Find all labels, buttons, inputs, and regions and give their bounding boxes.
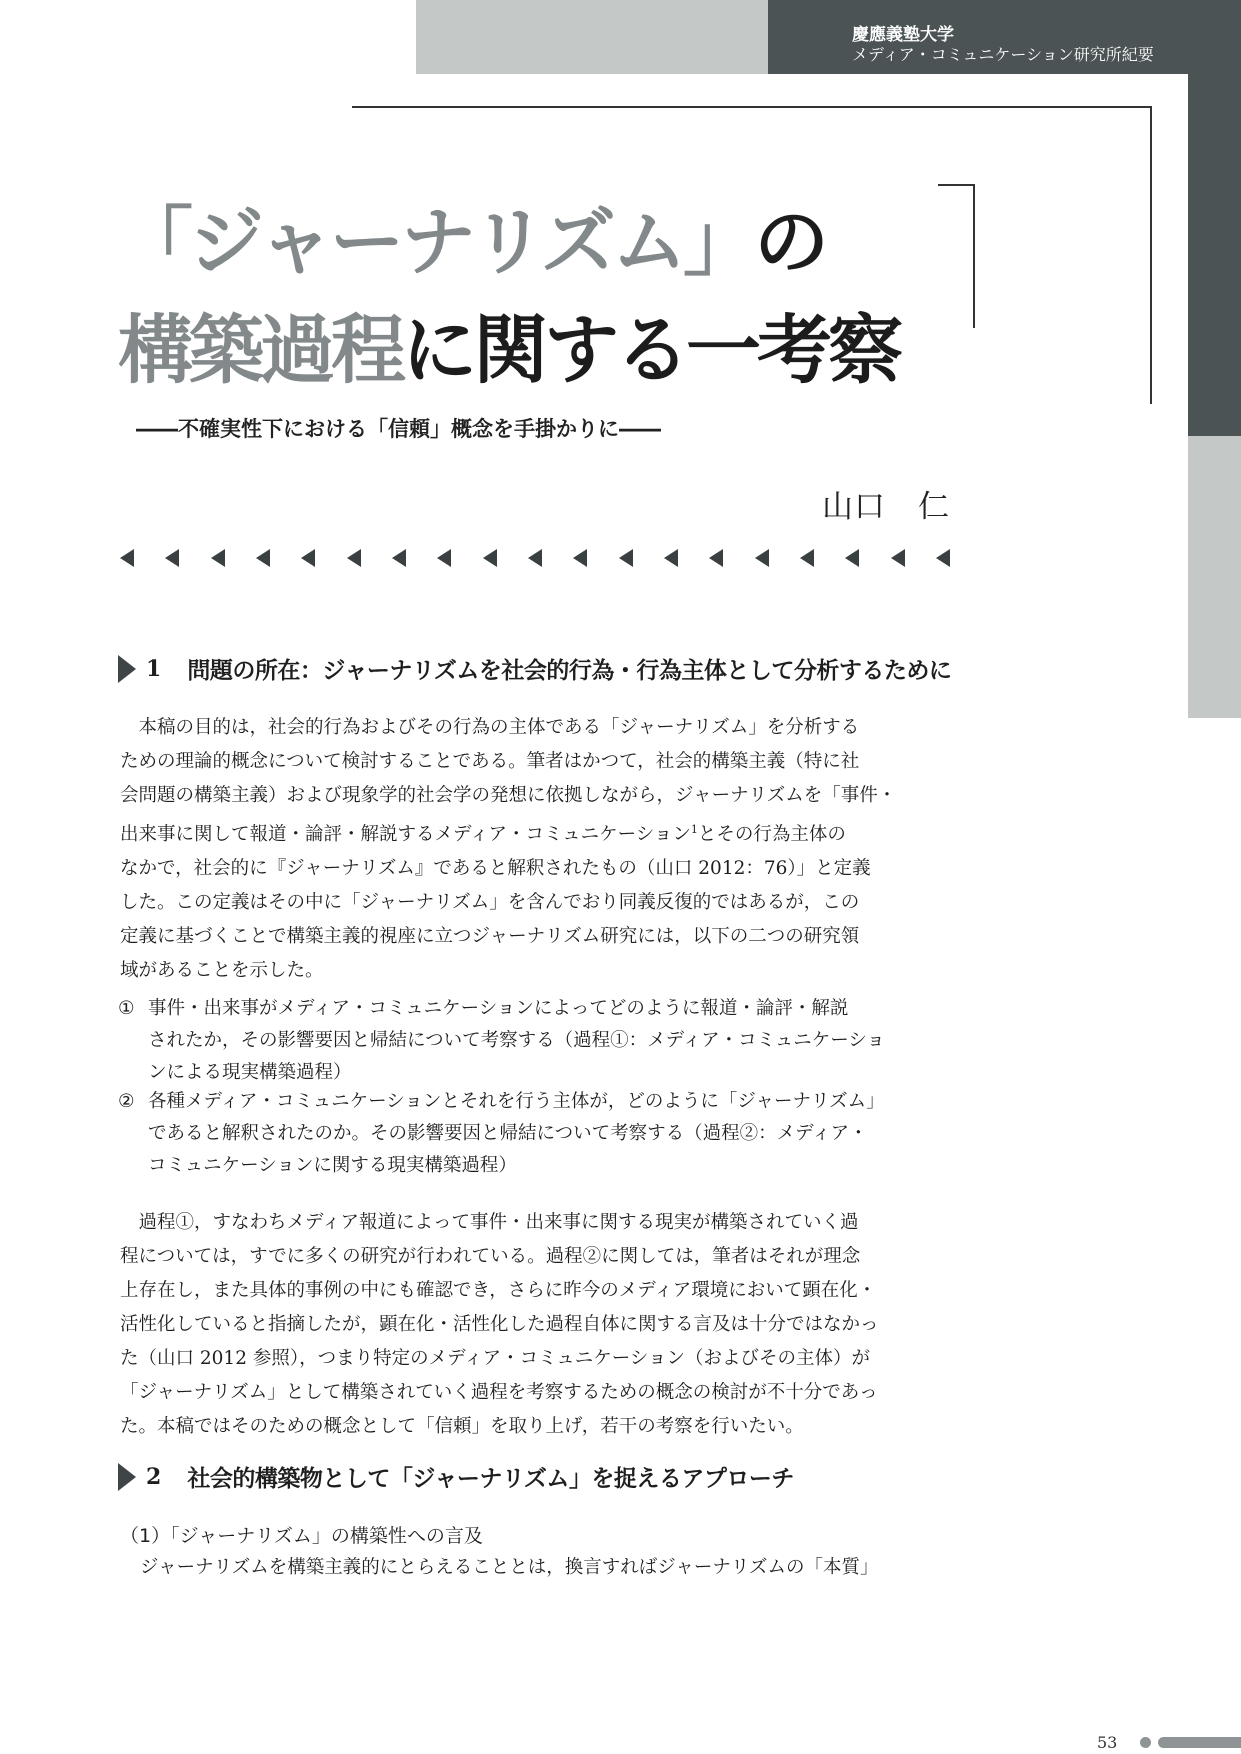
- text-segment: とその行為主体の: [697, 824, 846, 846]
- triangle-left-icon: [347, 549, 361, 567]
- section-1-title: 問題の所在：ジャーナリズムを社会的行為・行為主体として分析するために: [187, 658, 952, 684]
- title-gray-part-2: 構築過程: [118, 306, 403, 394]
- header-university: 慶應義塾大学: [852, 25, 954, 45]
- list-marker: ②: [118, 1091, 135, 1112]
- header-light-band: [416, 0, 768, 74]
- triangle-left-icon: [392, 549, 406, 567]
- text-line: ための理論的概念について検討することである。筆者はかつて，社会的構築主義（特に社: [120, 751, 860, 772]
- text-line: した。この定義はその中に「ジャーナリズム」を含んでおり同義反復的ではあるが，この: [120, 892, 860, 914]
- list-item-1: [118, 993, 948, 1089]
- text-line: 本稿の目的は，社会的行為およびその行為の主体である「ジャーナリズム」を分析する: [120, 717, 860, 738]
- frame-top-line: [352, 106, 1150, 108]
- triangle-left-icon: [256, 549, 270, 567]
- page-number: 53: [1097, 1733, 1118, 1752]
- triangle-left-icon: [573, 549, 587, 567]
- text-line: 事件・出来事がメディア・コミュニケーションによってどのように報道・論評・解説: [148, 998, 849, 1019]
- text-segment: 出来事に関して報道・論評・解説するメディア・コミュニケーション: [120, 824, 691, 846]
- author: 山口 仁: [822, 489, 950, 525]
- list-marker: ①: [118, 998, 135, 1019]
- triangle-left-icon: [664, 549, 678, 567]
- triangle-left-icon: [845, 549, 859, 567]
- text-line: 各種メディア・コミュニケーションとそれを行う主体が，どのように「ジャーナリズム」: [148, 1091, 885, 1112]
- frame-right-line: [1150, 106, 1152, 404]
- side-light-band: [1188, 436, 1241, 718]
- list-item-2: [118, 1086, 948, 1182]
- triangle-left-icon: [709, 549, 723, 567]
- section-1-paragraph-2: [120, 1206, 945, 1444]
- title-black-part-2: に関する一考察: [402, 306, 900, 394]
- triangle-left-icon: [301, 549, 315, 567]
- triangle-divider: [120, 545, 950, 571]
- triangle-left-icon: [619, 549, 633, 567]
- bracket-top-line: [938, 184, 974, 186]
- text-line: であると解釈されたのか。その影響要因と帰結について考察する（過程②：メディア・: [148, 1123, 868, 1144]
- triangle-right-icon: [118, 1463, 136, 1491]
- triangle-left-icon: [936, 549, 950, 567]
- section-2-number: 2: [146, 1463, 162, 1490]
- section-1-paragraph-1: [120, 711, 945, 988]
- text-line: されたか，その影響要因と帰結について考察する（過程①：メディア・コミュニケーショ: [148, 1030, 886, 1051]
- text-line: 過程①，すなわちメディア報道によって事件・出来事に関する現実が構築されていく過: [120, 1212, 859, 1233]
- text-line: た（山口 2012 参照），つまり特定のメディア・コミュニケーション（およびその主体）が: [120, 1348, 871, 1369]
- header-journal: メディア・コミュニケーション研究所紀要: [852, 45, 1154, 64]
- text-line: た。本稿ではそのための概念として「信頼」を取り上げ，若干の考察を行いたい。: [120, 1416, 804, 1437]
- triangle-left-icon: [483, 549, 497, 567]
- side-dark-band: [1188, 74, 1241, 436]
- section-2-paragraph: ジャーナリズムを構築主義的にとらえることとは，換言すればジャーナリズムの「本質」: [140, 1557, 879, 1578]
- section-1-number: 1: [146, 655, 162, 682]
- text-line: 程については，すでに多くの研究が行われている。過程②に関しては，筆者はそれが理念: [120, 1246, 861, 1267]
- triangle-left-icon: [437, 549, 451, 567]
- text-line: コミュニケーションに関する現実構築過程）: [148, 1155, 517, 1176]
- triangle-left-icon: [800, 549, 814, 567]
- text-line: 域があることを示した。: [120, 960, 324, 982]
- title-black-part-1: の: [754, 198, 826, 286]
- text-line: なかで，社会的に『ジャーナリズム』であると解釈されたもの（山口 2012：76）」と定義: [120, 858, 871, 880]
- section-2-heading: [118, 1460, 794, 1493]
- text-line: 「ジャーナリズム」として構築されていく過程を考察するための概念の検討が不十分であっ: [120, 1382, 878, 1403]
- subtitle: ――不確実性下における「信頼」概念を手掛かりに――: [136, 417, 661, 441]
- triangle-left-icon: [891, 549, 905, 567]
- footnote-mark: 1: [690, 823, 698, 836]
- section-1-heading: [118, 652, 951, 685]
- triangle-right-icon: [118, 655, 136, 683]
- bracket-right-line: [973, 184, 975, 328]
- triangle-left-icon: [165, 549, 179, 567]
- subsection-heading: （1）「ジャーナリズム」の構築性への言及: [120, 1525, 483, 1547]
- title-gray-part-1: 「ジャーナリズム」: [118, 198, 755, 286]
- triangle-left-icon: [211, 549, 225, 567]
- text-line: ンによる現実構築過程）: [148, 1062, 352, 1083]
- triangle-left-icon: [528, 549, 542, 567]
- footer-bar: [1158, 1737, 1241, 1748]
- title-line-1: [118, 198, 826, 286]
- triangle-left-icon: [120, 549, 134, 567]
- text-line: 上存在し，また具体的事例の中にも確認でき，さらに昨今のメディア環境において顕在化・: [120, 1280, 877, 1301]
- text-line: 定義に基づくことで構築主義的視座に立つジャーナリズム研究には，以下の二つの研究領: [120, 926, 860, 948]
- text-line: 活性化していると指摘したが，顕在化・活性化した過程自体に関する言及は十分ではなかっ: [120, 1314, 879, 1335]
- footer-dot: [1140, 1737, 1151, 1748]
- text-line: 会問題の構築主義）および現象学的社会学の発想に依拠しながら，ジャーナリズムを「事件・: [120, 785, 897, 806]
- triangle-left-icon: [755, 549, 769, 567]
- title-line-2: [118, 306, 900, 394]
- section-2-title: 社会的構築物として「ジャーナリズム」を捉えるアプローチ: [187, 1466, 794, 1492]
- text-line-with-footnote: [120, 813, 945, 852]
